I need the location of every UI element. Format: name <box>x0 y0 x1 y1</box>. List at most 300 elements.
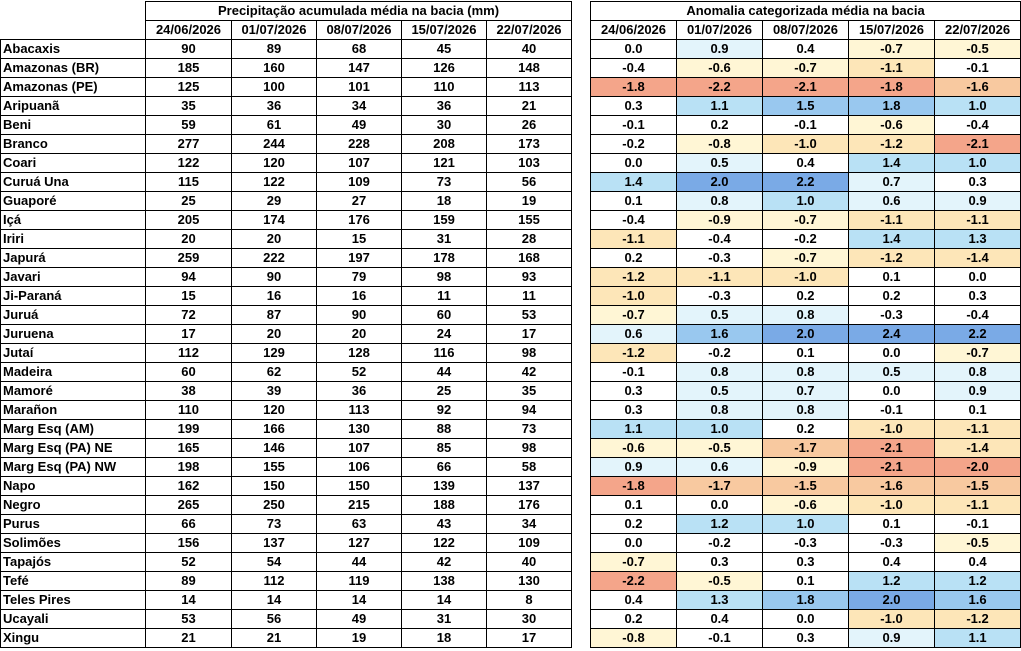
table-row <box>591 249 1021 268</box>
precip-value: 39 <box>232 382 317 401</box>
table-row <box>591 287 1021 306</box>
anom-value: 0.4 <box>677 610 763 629</box>
anom-value: -0.8 <box>677 135 763 154</box>
table-row <box>591 59 1021 78</box>
anom-value: 0.5 <box>677 382 763 401</box>
table-row <box>1 553 572 572</box>
table-row <box>591 572 1021 591</box>
anom-value: 2.4 <box>849 325 935 344</box>
anom-value: 0.5 <box>677 154 763 173</box>
basin-name: Mamoré <box>1 382 146 401</box>
precip-value: 129 <box>232 344 317 363</box>
table-row <box>1 439 572 458</box>
precip-value: 94 <box>487 401 572 420</box>
anom-value: 0.2 <box>591 610 677 629</box>
anomaly-table <box>590 1 1021 648</box>
anom-value: 1.0 <box>677 420 763 439</box>
basin-name: Içá <box>1 211 146 230</box>
anom-value: -1.2 <box>849 249 935 268</box>
anom-value: 0.4 <box>935 553 1021 572</box>
precip-value: 21 <box>487 97 572 116</box>
precip-value: 15 <box>146 287 232 306</box>
precip-value: 208 <box>402 135 487 154</box>
precip-value: 31 <box>402 610 487 629</box>
anom-value: 0.3 <box>935 173 1021 192</box>
anom-value: 1.2 <box>677 515 763 534</box>
precip-value: 24 <box>402 325 487 344</box>
anom-value: 1.2 <box>935 572 1021 591</box>
precip-value: 58 <box>487 458 572 477</box>
precip-value: 15 <box>317 230 402 249</box>
precip-value: 150 <box>232 477 317 496</box>
table-row <box>1 325 572 344</box>
basin-name: Tefé <box>1 572 146 591</box>
table-row <box>591 135 1021 154</box>
anom-value: 1.3 <box>677 591 763 610</box>
table-row <box>1 192 572 211</box>
precip-value: 42 <box>487 363 572 382</box>
anom-value: -2.1 <box>849 439 935 458</box>
anom-value: 1.0 <box>763 515 849 534</box>
precip-value: 120 <box>232 154 317 173</box>
precip-value: 162 <box>146 477 232 496</box>
anom-value: 2.0 <box>677 173 763 192</box>
basin-name: Xingu <box>1 629 146 648</box>
precip-value: 89 <box>146 572 232 591</box>
table-row <box>1 116 572 135</box>
table-row <box>591 325 1021 344</box>
precip-value: 14 <box>402 591 487 610</box>
basin-name: Juruena <box>1 325 146 344</box>
precip-value: 228 <box>317 135 402 154</box>
precip-value: 90 <box>146 40 232 59</box>
anom-value: -1.1 <box>935 211 1021 230</box>
precip-value: 178 <box>402 249 487 268</box>
anom-value: -1.2 <box>849 135 935 154</box>
anom-value: -0.5 <box>935 534 1021 553</box>
basin-name: Purus <box>1 515 146 534</box>
table-row <box>1 211 572 230</box>
precip-value: 40 <box>487 553 572 572</box>
anom-value: -1.1 <box>935 496 1021 515</box>
precip-value: 31 <box>402 230 487 249</box>
precip-value: 98 <box>402 268 487 287</box>
precip-value: 68 <box>317 40 402 59</box>
precip-value: 19 <box>487 192 572 211</box>
table-row <box>591 534 1021 553</box>
anom-value: -1.7 <box>763 439 849 458</box>
precip-value: 72 <box>146 306 232 325</box>
precip-value: 18 <box>402 192 487 211</box>
precip-value: 119 <box>317 572 402 591</box>
anom-value: -1.7 <box>677 477 763 496</box>
precip-value: 34 <box>487 515 572 534</box>
anom-value: -0.3 <box>763 534 849 553</box>
anom-value: 0.9 <box>591 458 677 477</box>
precip-value: 14 <box>317 591 402 610</box>
basin-name: Marañon <box>1 401 146 420</box>
anom-value: 0.3 <box>677 553 763 572</box>
precip-value: 26 <box>487 116 572 135</box>
precip-value: 150 <box>317 477 402 496</box>
precipitation-table <box>0 1 572 648</box>
anom-value: -1.1 <box>591 230 677 249</box>
anom-value: -0.1 <box>849 401 935 420</box>
anom-value: -1.5 <box>935 477 1021 496</box>
table-row <box>591 268 1021 287</box>
precip-value: 20 <box>146 230 232 249</box>
table-row <box>1 477 572 496</box>
precip-value: 137 <box>232 534 317 553</box>
anom-value: 1.4 <box>591 173 677 192</box>
anom-value: 0.1 <box>849 268 935 287</box>
precip-value: 52 <box>146 553 232 572</box>
anom-value: -0.1 <box>591 116 677 135</box>
anom-value: -0.1 <box>677 629 763 648</box>
anom-value: -0.3 <box>849 534 935 553</box>
table-row <box>1 344 572 363</box>
anom-value: 1.2 <box>849 572 935 591</box>
precip-value: 244 <box>232 135 317 154</box>
table-row <box>591 629 1021 648</box>
precip-value: 112 <box>232 572 317 591</box>
precip-value: 34 <box>317 97 402 116</box>
table-row <box>591 477 1021 496</box>
table-row <box>1 534 572 553</box>
anom-value: -0.9 <box>677 211 763 230</box>
anom-value: -1.0 <box>763 135 849 154</box>
anom-value: 0.7 <box>849 173 935 192</box>
precip-value: 100 <box>232 78 317 97</box>
anom-value: 0.2 <box>677 116 763 135</box>
precip-value: 42 <box>402 553 487 572</box>
precip-value: 116 <box>402 344 487 363</box>
table-row <box>591 97 1021 116</box>
table-row <box>591 192 1021 211</box>
anom-date-header: 01/07/2026 <box>677 21 763 40</box>
table-row <box>1 515 572 534</box>
basin-name: Amazonas (PE) <box>1 78 146 97</box>
anom-value: -1.8 <box>591 477 677 496</box>
table-row <box>591 230 1021 249</box>
precip-value: 156 <box>146 534 232 553</box>
precip-value: 63 <box>317 515 402 534</box>
anom-value: 0.2 <box>849 287 935 306</box>
table-row <box>1 173 572 192</box>
anom-value: -1.2 <box>591 344 677 363</box>
table-row <box>591 40 1021 59</box>
anom-value: -0.7 <box>591 306 677 325</box>
anom-value: 0.5 <box>849 363 935 382</box>
anom-value: 0.0 <box>763 610 849 629</box>
anom-value: -0.8 <box>591 629 677 648</box>
anom-value: -0.2 <box>677 534 763 553</box>
precip-value: 109 <box>487 534 572 553</box>
precip-value: 138 <box>402 572 487 591</box>
anom-value: -1.8 <box>849 78 935 97</box>
table-row <box>1 610 572 629</box>
table-row <box>591 173 1021 192</box>
precip-value: 168 <box>487 249 572 268</box>
anom-date-header: 22/07/2026 <box>935 21 1021 40</box>
anom-value: 0.0 <box>849 382 935 401</box>
anom-value: -1.0 <box>763 268 849 287</box>
anom-value: -1.4 <box>935 439 1021 458</box>
basin-name: Beni <box>1 116 146 135</box>
basin-name: Abacaxis <box>1 40 146 59</box>
anom-value: 0.1 <box>591 496 677 515</box>
anom-value: 1.6 <box>677 325 763 344</box>
precip-value: 61 <box>232 116 317 135</box>
precip-value: 53 <box>487 306 572 325</box>
precip-value: 121 <box>402 154 487 173</box>
precip-value: 122 <box>232 173 317 192</box>
precip-value: 25 <box>146 192 232 211</box>
anom-value: -0.3 <box>849 306 935 325</box>
anom-value: -0.7 <box>591 553 677 572</box>
precip-value: 173 <box>487 135 572 154</box>
precip-date-header: 22/07/2026 <box>487 21 572 40</box>
table-row <box>591 553 1021 572</box>
anom-value: 0.9 <box>677 40 763 59</box>
precip-value: 38 <box>146 382 232 401</box>
basin-name: Guaporé <box>1 192 146 211</box>
precip-value: 120 <box>232 401 317 420</box>
anom-value: 1.6 <box>935 591 1021 610</box>
anom-value: 0.4 <box>763 40 849 59</box>
anom-value: -2.0 <box>935 458 1021 477</box>
basin-name: Marg Esq (PA) NE <box>1 439 146 458</box>
precip-value: 113 <box>487 78 572 97</box>
precip-value: 146 <box>232 439 317 458</box>
precip-value: 159 <box>402 211 487 230</box>
table-row <box>1 249 572 268</box>
precip-value: 215 <box>317 496 402 515</box>
anom-value: -0.4 <box>677 230 763 249</box>
anom-value: -0.2 <box>591 135 677 154</box>
anom-value: 1.1 <box>591 420 677 439</box>
anom-value: -1.4 <box>935 249 1021 268</box>
precip-value: 66 <box>146 515 232 534</box>
anom-value: 2.2 <box>763 173 849 192</box>
anom-value: -1.0 <box>849 496 935 515</box>
precip-value: 160 <box>232 59 317 78</box>
precip-value: 147 <box>317 59 402 78</box>
anom-value: 0.1 <box>849 515 935 534</box>
anom-value: 0.3 <box>591 97 677 116</box>
table-row <box>591 496 1021 515</box>
anom-value: -1.8 <box>591 78 677 97</box>
anom-value: -1.1 <box>677 268 763 287</box>
anom-value: -1.0 <box>849 420 935 439</box>
precip-value: 113 <box>317 401 402 420</box>
precip-date-header: 08/07/2026 <box>317 21 402 40</box>
anom-value: 0.6 <box>677 458 763 477</box>
table-row <box>1 154 572 173</box>
precip-value: 60 <box>146 363 232 382</box>
precip-value: 93 <box>487 268 572 287</box>
table-row <box>1 78 572 97</box>
precip-value: 53 <box>146 610 232 629</box>
precip-value: 107 <box>317 439 402 458</box>
anom-value: 0.8 <box>677 363 763 382</box>
precip-value: 8 <box>487 591 572 610</box>
table-row <box>591 420 1021 439</box>
anom-value: -0.7 <box>763 59 849 78</box>
anom-value: -0.6 <box>849 116 935 135</box>
anom-value: 0.1 <box>763 344 849 363</box>
anom-value: -0.4 <box>591 59 677 78</box>
anom-value: -0.4 <box>935 306 1021 325</box>
table-row <box>1 268 572 287</box>
basin-name: Japurá <box>1 249 146 268</box>
anom-value: -1.0 <box>849 610 935 629</box>
precip-value: 21 <box>232 629 317 648</box>
anom-value: -0.3 <box>677 249 763 268</box>
precip-value: 11 <box>487 287 572 306</box>
anom-date-header: 24/06/2026 <box>591 21 677 40</box>
precip-value: 89 <box>232 40 317 59</box>
precip-value: 20 <box>232 325 317 344</box>
table-row <box>591 78 1021 97</box>
anom-value: 0.8 <box>677 192 763 211</box>
anom-value: 0.3 <box>763 553 849 572</box>
basin-name: Napo <box>1 477 146 496</box>
precip-value: 126 <box>402 59 487 78</box>
anom-value: 0.0 <box>591 154 677 173</box>
precip-value: 259 <box>146 249 232 268</box>
anom-value: -1.2 <box>935 610 1021 629</box>
precip-value: 60 <box>402 306 487 325</box>
table-row <box>591 154 1021 173</box>
basin-name: Curuá Una <box>1 173 146 192</box>
anom-value: 0.1 <box>935 401 1021 420</box>
table-row <box>1 230 572 249</box>
precip-value: 85 <box>402 439 487 458</box>
precip-value: 14 <box>146 591 232 610</box>
anom-value: 0.8 <box>677 401 763 420</box>
precip-value: 110 <box>146 401 232 420</box>
precip-value: 43 <box>402 515 487 534</box>
anom-value: 0.6 <box>849 192 935 211</box>
table-row <box>591 458 1021 477</box>
anom-value: -0.5 <box>677 439 763 458</box>
basin-name: Iriri <box>1 230 146 249</box>
precip-value: 197 <box>317 249 402 268</box>
basin-name: Ucayali <box>1 610 146 629</box>
basin-name: Amazonas (BR) <box>1 59 146 78</box>
precip-corner <box>1 2 146 21</box>
table-row <box>1 420 572 439</box>
precip-value: 79 <box>317 268 402 287</box>
anom-value: 0.2 <box>591 249 677 268</box>
precip-value: 122 <box>402 534 487 553</box>
table-row <box>1 97 572 116</box>
table-row <box>591 382 1021 401</box>
basin-name: Jutaí <box>1 344 146 363</box>
anom-value: -1.5 <box>763 477 849 496</box>
anom-value: 0.6 <box>591 325 677 344</box>
anom-value: -0.4 <box>591 211 677 230</box>
table-row <box>1 40 572 59</box>
precip-value: 127 <box>317 534 402 553</box>
precip-corner-2 <box>1 21 146 40</box>
table-row <box>1 287 572 306</box>
anom-value: 0.8 <box>763 363 849 382</box>
anom-value: -2.2 <box>677 78 763 97</box>
anom-value: -0.4 <box>935 116 1021 135</box>
precip-value: 52 <box>317 363 402 382</box>
precip-value: 27 <box>317 192 402 211</box>
table-row <box>1 591 572 610</box>
anom-value: 0.0 <box>849 344 935 363</box>
precip-value: 19 <box>317 629 402 648</box>
anom-value: 1.0 <box>935 97 1021 116</box>
anom-value: 0.5 <box>677 306 763 325</box>
precip-value: 17 <box>146 325 232 344</box>
precip-title: Precipitação acumulada média na bacia (mm) <box>146 2 572 21</box>
precip-value: 44 <box>317 553 402 572</box>
precip-value: 198 <box>146 458 232 477</box>
precip-value: 45 <box>402 40 487 59</box>
precip-value: 66 <box>402 458 487 477</box>
anom-date-header: 08/07/2026 <box>763 21 849 40</box>
precip-value: 35 <box>146 97 232 116</box>
precip-value: 87 <box>232 306 317 325</box>
anom-value: 0.3 <box>591 382 677 401</box>
precip-value: 148 <box>487 59 572 78</box>
anom-value: 1.0 <box>763 192 849 211</box>
precip-value: 277 <box>146 135 232 154</box>
table-row <box>1 363 572 382</box>
precip-value: 35 <box>487 382 572 401</box>
precip-value: 20 <box>317 325 402 344</box>
precip-value: 250 <box>232 496 317 515</box>
anom-value: 0.8 <box>763 306 849 325</box>
precip-value: 112 <box>146 344 232 363</box>
precip-value: 29 <box>232 192 317 211</box>
anom-value: 2.0 <box>763 325 849 344</box>
precip-value: 205 <box>146 211 232 230</box>
table-row <box>591 610 1021 629</box>
precip-value: 44 <box>402 363 487 382</box>
anom-value: 1.4 <box>849 230 935 249</box>
table-row <box>591 363 1021 382</box>
precip-value: 128 <box>317 344 402 363</box>
precip-value: 17 <box>487 629 572 648</box>
anom-value: -1.6 <box>849 477 935 496</box>
precip-value: 98 <box>487 439 572 458</box>
precip-value: 88 <box>402 420 487 439</box>
precip-value: 11 <box>402 287 487 306</box>
table-row <box>1 401 572 420</box>
anom-value: 1.5 <box>763 97 849 116</box>
anom-value: 0.8 <box>763 401 849 420</box>
table-row <box>1 496 572 515</box>
precip-value: 155 <box>232 458 317 477</box>
anom-value: 1.4 <box>849 154 935 173</box>
precip-value: 36 <box>232 97 317 116</box>
precip-value: 122 <box>146 154 232 173</box>
anom-value: -0.2 <box>677 344 763 363</box>
anom-value: -0.7 <box>849 40 935 59</box>
anom-value: 0.9 <box>935 382 1021 401</box>
precip-date-header: 15/07/2026 <box>402 21 487 40</box>
anom-value: 0.3 <box>591 401 677 420</box>
precip-value: 106 <box>317 458 402 477</box>
precip-value: 109 <box>317 173 402 192</box>
anom-value: 0.4 <box>763 154 849 173</box>
